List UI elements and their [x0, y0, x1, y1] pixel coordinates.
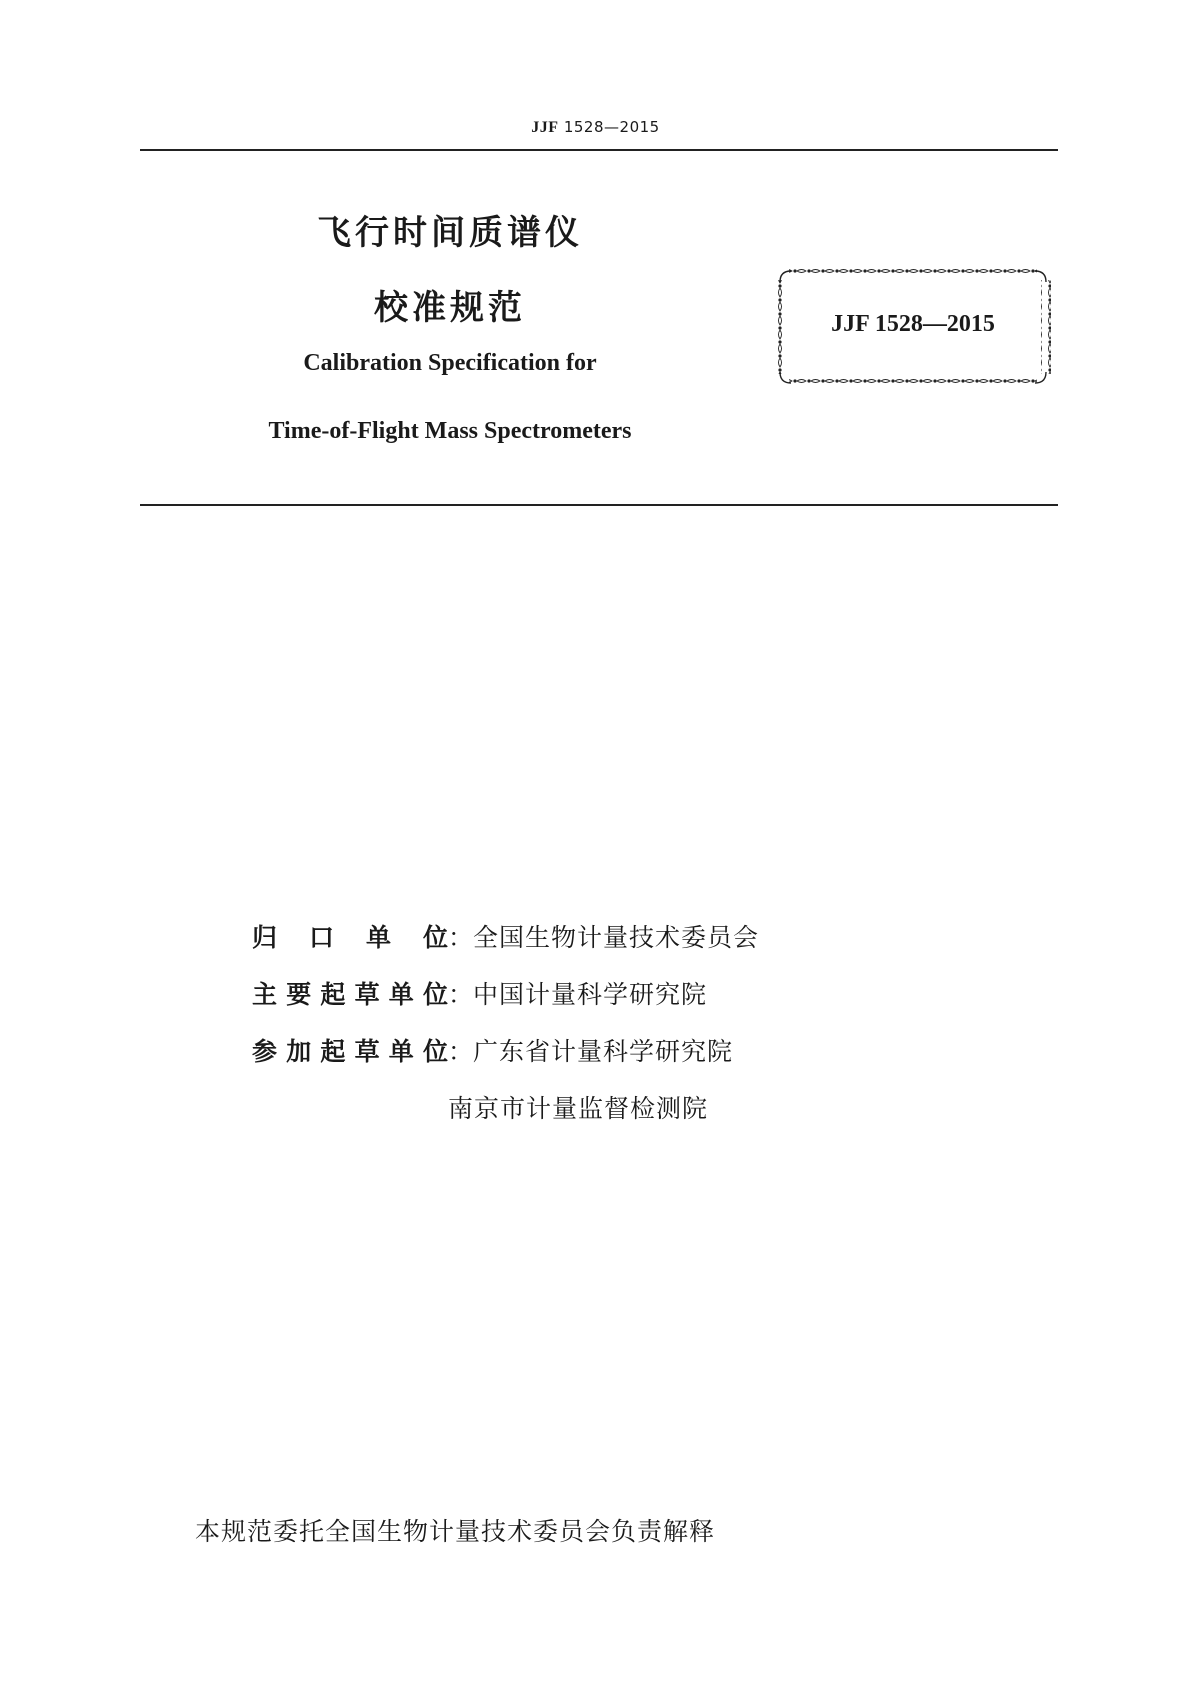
main-drafter-value: 中国计量科学研究院 [473, 980, 708, 1009]
standard-code-text: JJF 1528—2015 [831, 311, 995, 337]
standard-code-box [775, 266, 1051, 388]
participants-row [252, 1032, 733, 1068]
title-cn-line2: 校准规范 [374, 288, 526, 328]
main-drafter-label: 主要起草单位 [252, 980, 448, 1009]
interpretation-note: 本规范委托全国生物计量技术委员会负责解释 [195, 1517, 716, 1546]
participants-colon: ： [448, 1037, 474, 1066]
title-en-line1: Calibration Specification for [303, 350, 597, 376]
participants-row-2 [448, 1089, 708, 1125]
title-en-line2: Time-of-Flight Mass Spectrometers [268, 418, 632, 444]
participant-2: 南京市计量监督检测院 [448, 1094, 709, 1123]
responsible-unit-colon: ： [448, 923, 474, 952]
title-cn-line1: 飞行时间质谱仪 [317, 213, 583, 253]
top-rule [140, 149, 1058, 151]
header-standard-code [0, 118, 1191, 137]
main-drafter-colon: ： [448, 980, 474, 1009]
participants-label: 参加起草单位 [252, 1037, 448, 1066]
responsible-unit-row [252, 918, 759, 954]
responsible-unit-label: 归 口 单 位 [252, 923, 448, 952]
header-code-suffix: 1528—2015 [558, 118, 660, 136]
main-drafter-row [252, 975, 707, 1011]
responsible-unit-value: 全国生物计量技术委员会 [473, 923, 760, 952]
bottom-rule [140, 504, 1058, 506]
header-code-prefix: JJF [531, 119, 559, 136]
participant-1: 广东省计量科学研究院 [473, 1037, 734, 1066]
